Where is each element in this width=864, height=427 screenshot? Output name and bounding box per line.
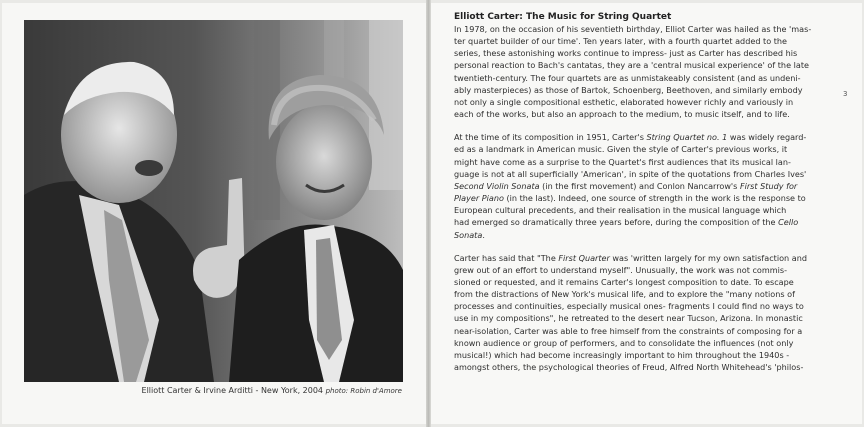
- text-line: [454, 59, 838, 71]
- text-run: twentieth-century. The four quartets are as unmistakeably consistent (and as undeni-: [454, 72, 801, 83]
- italic-title-text: Cello: [778, 217, 799, 228]
- text-run: .: [482, 229, 485, 240]
- text-line: [454, 156, 838, 168]
- text-run: ably masterpieces) as those of Bartok, Schoenberg, Beethoven, and similarly embody: [454, 84, 803, 95]
- text-run: known audience or group of performers, and to consolidate the influences (not only: [454, 337, 794, 348]
- text-run: ed as a landmark in American music. Given the style of Carter's previous works, it: [454, 144, 788, 155]
- text-run: (in the last). Indeed, one source of strength in the work is the response to: [503, 193, 806, 204]
- text-line: [454, 216, 838, 228]
- text-line: [454, 361, 838, 373]
- photograph-two-men: [24, 20, 403, 382]
- text-run: musical!) which had become increasingly important to him throughout the 1940s -: [454, 349, 790, 360]
- text-run: had emerged so dramatically three years before, during the composition of the: [454, 217, 779, 228]
- text-line: [454, 192, 838, 204]
- text-run: was 'written largely for my own satisfaction and: [609, 252, 807, 263]
- text-line: [454, 229, 838, 241]
- text-run: guage is not at all superficially 'American', in spite of the quotations from Charles Ives': [454, 168, 807, 179]
- text-run: processes and continuities, especially musical ones- fragments I could find no ways to: [454, 301, 804, 312]
- text-run: use in my compositions", he retreated to the desert near Tucson, Arizona. In monastic: [454, 313, 803, 324]
- italic-title-text: Sonata: [454, 229, 483, 240]
- photo-illustration: [24, 20, 403, 382]
- text-line: [454, 84, 838, 96]
- italic-title-text: First Quarter: [558, 252, 610, 263]
- article: [454, 12, 838, 373]
- text-run: each of the works, but also an approach to the medium, to music itself, and to life.: [454, 109, 790, 120]
- text-line: [454, 300, 838, 312]
- text-line: [454, 23, 838, 35]
- text-line: [454, 252, 838, 264]
- text-run: At the time of its composition in 1951, Carter's: [454, 132, 647, 143]
- text-run: not only a single compositional esthetic, elaborated however richly and variously in: [454, 96, 794, 107]
- photo-caption: [24, 386, 402, 395]
- text-run: was widely regard-: [727, 132, 807, 143]
- text-run: near-isolation, Carter was able to free himself from the constraints of composing for a: [454, 325, 803, 336]
- text-line: [454, 131, 838, 143]
- text-line: [454, 349, 838, 361]
- text-run: (in the first movement) and Conlon Nancarrow's: [539, 180, 740, 191]
- article-body: [454, 23, 838, 373]
- text-run: European cultural precedents, and their realisation in the musical language which: [454, 205, 787, 216]
- text-line: [454, 337, 838, 349]
- italic-title-text: String Quartet no. 1: [646, 132, 728, 143]
- text-line: [454, 180, 838, 192]
- text-line: [454, 108, 838, 120]
- text-run: might have come as a surprise to the Quartet's first audiences that its musical lan-: [454, 156, 791, 167]
- text-run: from the distractions of New York's musical life, and to explore the "many notions of: [454, 289, 795, 300]
- text-line: [454, 72, 838, 84]
- text-line: [454, 276, 838, 288]
- text-run: Carter has said that "The: [454, 252, 559, 263]
- page-gutter: [426, 0, 431, 427]
- text-line: [454, 143, 838, 155]
- article-paragraph: [454, 252, 838, 374]
- text-run: personal reaction to Bach's cantatas, they are a 'central musical experience' of the late: [454, 60, 809, 71]
- text-line: [454, 96, 838, 108]
- article-title: Elliott Carter: The Music for String Quartet: [454, 12, 672, 22]
- text-run: In 1978, on the occasion of his seventieth birthday, Elliot Carter was hailed as the 'mas-: [454, 24, 812, 34]
- article-paragraph: [454, 23, 838, 120]
- italic-title-text: Second Violin Sonata: [454, 180, 540, 191]
- article-paragraph: [454, 131, 838, 240]
- text-line: [454, 47, 838, 59]
- text-line: [454, 35, 838, 47]
- text-line: [454, 168, 838, 180]
- text-run: sioned or requested, and it remains Carter's longest composition to date. To escape: [454, 276, 794, 287]
- text-run: grew out of an effort to understand myself". Unusually, the work was not commis-: [454, 264, 788, 275]
- text-line: [454, 312, 838, 324]
- italic-title-text: First Study for: [739, 180, 798, 191]
- text-run: amongst others, the psychological theories of Freud, Alfred North Whitehead's 'philos-: [454, 362, 804, 373]
- text-line: [454, 288, 838, 300]
- page-number: 3: [843, 90, 848, 98]
- text-run: series, these astonishing works continue to impress- just as Carter has described his: [454, 48, 798, 59]
- caption-text: Elliott Carter & Irvine Arditti - New York, 2004: [141, 386, 324, 395]
- text-line: [454, 264, 838, 276]
- text-line: [454, 325, 838, 337]
- text-line: [454, 204, 838, 216]
- text-run: ter quartet builder of our time'. Ten years later, with a fourth quartet added to the: [454, 36, 788, 47]
- caption-credit: photo: Robin d'Amore: [325, 387, 402, 395]
- italic-title-text: Player Piano: [454, 193, 504, 204]
